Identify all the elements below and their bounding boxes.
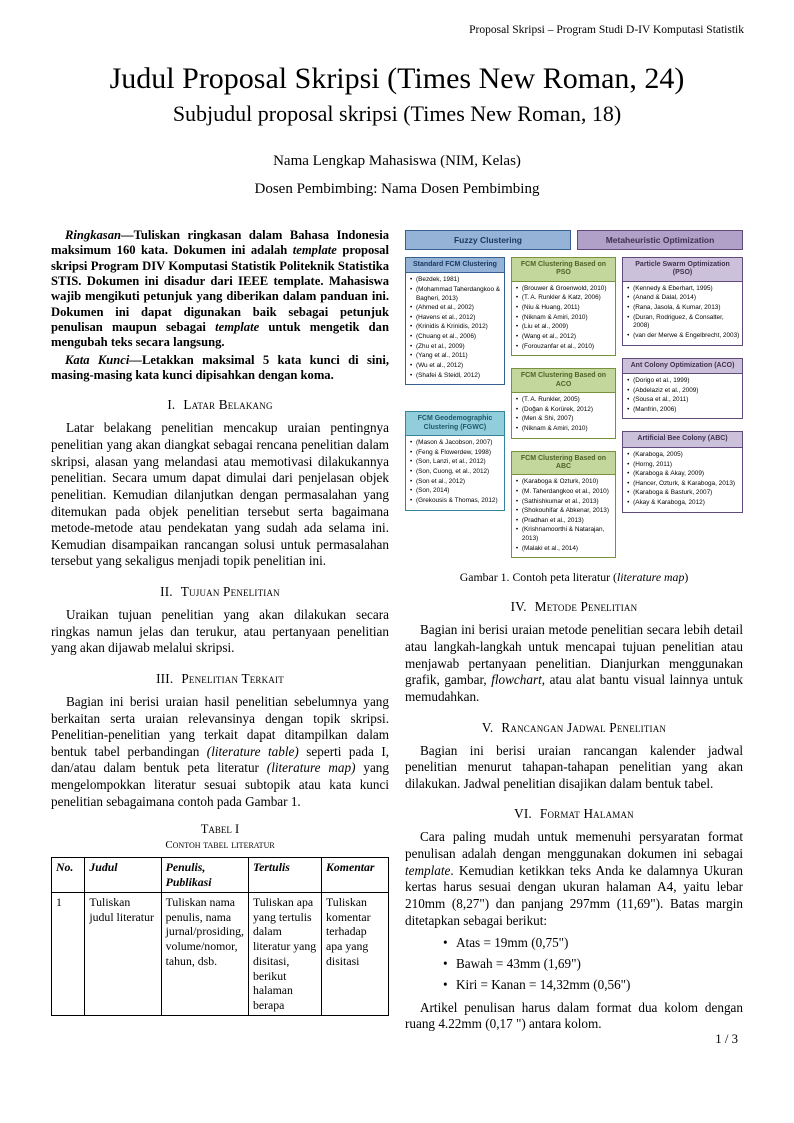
figure-group-headers [405, 230, 743, 250]
citation-item: • (Son, Lanzi, et al., 2012) [409, 458, 502, 467]
table-header-judul: Judul [85, 858, 161, 892]
citation-item: • (van der Merwe & Engelbrecht, 2003) [626, 332, 740, 341]
two-column-body [51, 228, 743, 1035]
section-number: I. [167, 397, 176, 413]
citation-item: • (Karaboga, 2005) [626, 451, 740, 460]
left-column [51, 228, 389, 1035]
citation-item: • (Karaboga & Basturk, 2007) [626, 489, 740, 498]
section-heading-3 [51, 671, 389, 687]
figure-literature-map [405, 230, 743, 559]
table-cell-judul: Tuliskan judul literatur [85, 892, 161, 1015]
list-item: • Kiri = Kanan = 14,32mm (0,56") [443, 976, 743, 993]
section-6-closing-paragraph: Artikel penulisan harus dalam format dua kolom dengan ruang 4.22mm (0,17 ") antara kolom. [405, 999, 743, 1032]
citation-item: • (Grekousis & Thomas, 2012) [409, 497, 502, 506]
section-5-paragraph: Bagian ini berisi uraian rancangan kalender jadwal penelitian menurut tahapan-tahapan penelitian yang akan dilakukan. Jadwal penelitian disajikan dalam bentuk tabel. [405, 742, 743, 791]
citation-item: • (M. Taherdangkoo et al., 2010) [515, 488, 613, 497]
section-number: IV. [510, 599, 527, 615]
section-heading-1 [51, 397, 389, 413]
section-2-paragraph: Uraikan tujuan penelitian yang akan dilakukan secara ringkas namun jelas dan terukur, atau pertanyaan penelitian yang akan dijawab melalui skripsi. [51, 607, 389, 656]
right-column [405, 228, 743, 1035]
table-caption [51, 822, 389, 851]
citation-item: • (Akay & Karaboga, 2012) [626, 499, 740, 508]
section-title: Latar Belakang [183, 397, 273, 413]
citation-item: • (Son, 2014) [409, 487, 502, 496]
citation-item: • (Shokouhifar & Abkenar, 2013) [515, 507, 613, 516]
citation-item: • (Karaboga & Akay, 2009) [626, 470, 740, 479]
citation-item: • (Sathishkumar et al., 2013) [515, 498, 613, 507]
keywords-paragraph [51, 353, 389, 384]
citation-item: • (T. A. Runkler & Katz, 2006) [515, 294, 613, 303]
text-segment: literature map [616, 570, 685, 585]
table-header-tertulis: Tertulis [248, 858, 321, 892]
group-header-metaheuristic-optimization: Metaheuristic Optimization [577, 230, 743, 250]
citation-item: • (Brouwer & Groenwold, 2010) [515, 285, 613, 294]
citation-item: • (Pradhan et al., 2013) [515, 517, 613, 526]
section-title: Tujuan Penelitian [180, 584, 280, 600]
citation-item: • (Mohammad Taherdangkoo & Bagheri, 2013) [409, 286, 502, 303]
section-heading-2 [51, 584, 389, 600]
section-4-paragraph [405, 622, 743, 705]
citation-item: • (Bezdek, 1981) [409, 276, 502, 285]
citation-item: • (Niknam & Amiri, 2010) [515, 425, 613, 434]
box-fcm-clustering-based-on-aco [511, 368, 616, 438]
box-title: FCM Clustering Based on ACO [512, 369, 615, 393]
box-citations [406, 436, 504, 509]
section-6-paragraph [405, 829, 743, 929]
box-title: Artificial Bee Colony (ABC) [623, 432, 742, 447]
citation-item: • (Son, Cuong, et al., 2012) [409, 468, 502, 477]
box-ant-colony-optimization [622, 358, 743, 420]
box-title: Particle Swarm Optimization (PSO) [623, 258, 742, 282]
box-title: FCM Geodemographic Clustering (FGWC) [406, 412, 504, 436]
citation-item: • (Karaboga & Ozturk, 2010) [515, 478, 613, 487]
citation-item: • (Anand & Dalal, 2014) [626, 294, 740, 303]
citation-item: • (Liu et al., 2009) [515, 323, 613, 332]
citation-item: • (Abdelaziz et al., 2009) [626, 387, 740, 396]
citation-item: • (Chuang et al., 2006) [409, 333, 502, 342]
box-title: Ant Colony Optimization (ACO) [623, 359, 742, 374]
citation-item: • (Krinidis & Krinidis, 2012) [409, 323, 502, 332]
section-title: Rancangan Jadwal Penelitian [501, 719, 667, 735]
text-segment: (literature table) [206, 743, 299, 759]
section-heading-4 [405, 599, 743, 615]
citation-item: • (Hancer, Ozturk, & Karaboga, 2013) [626, 480, 740, 489]
list-item: • Atas = 19mm (0,75") [443, 934, 743, 951]
citation-item: • (Dorigo et al., 1999) [626, 377, 740, 386]
citation-item: • (Kennedy & Eberhart, 1995) [626, 285, 740, 294]
citation-item: • (T. A. Runkler, 2005) [515, 396, 613, 405]
table-caption-title: Contoh tabel literatur [165, 839, 275, 852]
table-header-penulis-publikasi: Penulis, Publikasi [161, 858, 248, 892]
text-segment: Cara paling mudah untuk memenuhi persyaratan format penulisan adalah dengan menggunakan dokumen ini sebagai [405, 829, 743, 862]
running-head: Proposal Skripsi – Program Studi D-IV Komputasi Statistik [469, 24, 744, 36]
box-citations [623, 282, 742, 345]
text-segment: Ringkasan— [65, 227, 134, 242]
citation-item: • (Niu & Huang, 2011) [515, 304, 613, 313]
citation-item: • (Yang et al., 2011) [409, 352, 502, 361]
box-citations [512, 475, 615, 557]
text-segment: proposal skripsi Program DIV Komputasi Statistik Politeknik Statistika STIS. Dokumen ini disadur dari IEEE template. Mahasiswa wajib mengikuti petunjuk yang diberikan dalam panduan ini. Dokumen ini dapat digunakan baik sebagai petunjuk penulisan maupun sebagai [51, 243, 389, 335]
text-segment: ) [684, 570, 689, 585]
section-title: Metode Penelitian [534, 599, 638, 615]
text-segment: Kata Kunci— [65, 352, 142, 367]
table-cell-komentar: Tuliskan komentar terhadap apa yang disitasi [322, 892, 389, 1015]
citation-item: • (Horng, 2011) [626, 461, 740, 470]
citation-item: • (Rana, Jasola, & Kumar, 2013) [626, 304, 740, 313]
box-citations [623, 448, 742, 512]
box-artificial-bee-colony [622, 431, 743, 512]
citation-item: • (Havens et al., 2012) [409, 314, 502, 323]
section-3-paragraph [51, 694, 389, 810]
box-citations [512, 393, 615, 438]
list-item: • Bawah = 43mm (1,69") [443, 955, 743, 972]
box-title: FCM Clustering Based on PSO [512, 258, 615, 282]
text-segment: Gambar 1. Contoh peta literatur ( [459, 570, 617, 585]
figure-column-hybrids [511, 257, 616, 559]
box-standard-fcm-clustering [405, 257, 505, 385]
section-heading-5 [405, 720, 743, 736]
text-segment: seperti pada I, dan/atau dalam bentuk peta literatur [51, 743, 390, 776]
table-header-row [52, 858, 389, 892]
page-subtitle: Subjudul proposal skripsi (Times New Roman, 18) [172, 100, 622, 126]
table-cell-penulis-publikasi: Tuliskan nama penulis, nama jurnal/prosiding, volume/nomor, tahun, dsb. [161, 892, 248, 1015]
section-number: III. [156, 670, 174, 686]
section-title: Format Halaman [539, 806, 634, 822]
margin-bullet-list [443, 934, 743, 993]
table-cell-tertulis: Tuliskan apa yang tertulis dalam literatur yang disitasi, berikut halaman berapa [248, 892, 321, 1015]
table-caption-number: Tabel I [200, 822, 240, 837]
text-segment: (literature map) [266, 760, 356, 776]
literature-table [51, 857, 389, 1015]
citation-item: • (Niknam & Amiri, 2010) [515, 314, 613, 323]
page-title: Judul Proposal Skripsi (Times New Roman, 24) [109, 62, 685, 95]
citation-item: • (Son et al., 2012) [409, 478, 502, 487]
text-segment: Bagian ini berisi uraian hasil penelitian sebelumnya yang berkaitan serta uraian relevansinya dengan topik skripsi. Penelitian-penelitian yang terkait dapat ditampilkan dalam bentuk tabel perbandingan [51, 693, 389, 759]
text-segment: , atau alat bantu visual lainnya untuk memudahkan. [405, 672, 743, 704]
text-segment: flowchart [491, 672, 542, 688]
group-header-fuzzy-clustering: Fuzzy Clustering [405, 230, 571, 250]
citation-item: • (Manfrin, 2006) [626, 406, 740, 415]
figure-caption [405, 570, 743, 585]
citation-item: • (Sousa et al., 2011) [626, 396, 740, 405]
page-number: 1 / 3 [715, 1032, 738, 1046]
text-segment: Tuliskan ringkasan dalam Bahasa Indonesia maksimum 160 kata. Dokumen ini adalah [51, 227, 389, 258]
table-header-komentar: Komentar [322, 858, 389, 892]
text-segment: template [292, 243, 337, 258]
section-number: II. [160, 584, 173, 600]
section-heading-6 [405, 806, 743, 822]
citation-item: • (Duran, Rodriguez, & Consalter, 2008) [626, 314, 740, 331]
section-number: VI. [514, 806, 532, 822]
box-fcm-clustering-based-on-abc [511, 451, 616, 559]
citation-item: • (Doğan & Korürek, 2012) [515, 406, 613, 415]
box-title: Standard FCM Clustering [406, 258, 504, 273]
citation-item: • (Krishnamoorthi & Natarajan, 2013) [515, 526, 613, 543]
table-row [52, 892, 389, 1015]
table-header-no: No. [52, 858, 85, 892]
text-segment: template [215, 320, 260, 335]
citation-item: • (Wang et al., 2012) [515, 333, 613, 342]
box-particle-swarm-optimization [622, 257, 743, 346]
figure-column-fuzzy [405, 257, 505, 511]
text-segment: yang mengelompokkan literatur sesuai subtopik atau kata kunci penelitian sebagaimana contoh pada Gambar 1. [51, 760, 389, 809]
table-cell-no: 1 [52, 892, 85, 1015]
abstract-paragraph [51, 228, 389, 351]
section-1-paragraph: Latar belakang penelitian mencakup uraian pentingnya penelitian yang akan diangkat sebagai rencana penelitian dalam skripsi, alasan yang melandasi atau memotivasi dilakukannya penelitian. Secara umum dapat dimulai dari penjelasan objek penelitian. Kemudian dilanjutkan dengan permasalahan yang ditemukan pada objek penelitian tersebut serta bagaimana metode-metode atau pendekatan yang sudah ada selama ini. Kemudian disampaikan rancangan solusi untuk permasalahan tersebut yang sekaligus menjadi topik penelitian ini. [51, 420, 389, 569]
citation-item: • (Malaki et al., 2014) [515, 545, 613, 554]
box-citations [512, 282, 615, 355]
figure-column-metaheuristics [622, 257, 743, 513]
text-segment: template [405, 862, 451, 878]
citation-item: • (Wu et al., 2012) [409, 362, 502, 371]
text-segment: Bagian ini berisi uraian metode penelitian secara lebih detail atau langkah-langkah untuk mencapai tujuan penelitian atau menjawab pertanyaan penelitian. Dianjurkan menggunakan grafik, gambar, [405, 622, 743, 688]
section-number: V. [481, 719, 494, 735]
citation-item: • (Feng & Flowerdew, 1998) [409, 449, 502, 458]
box-citations [623, 374, 742, 419]
box-title: FCM Clustering Based on ABC [512, 452, 615, 476]
text-segment: Letakkan maksimal 5 kata kunci di sini, masing-masing kata kunci dipisahkan dengan koma. [51, 352, 390, 383]
box-citations [406, 273, 504, 384]
figure-columns [405, 257, 743, 559]
citation-item: • (Forouzanfar et al., 2010) [515, 343, 613, 352]
citation-item: • (Ahmed et al., 2002) [409, 304, 502, 313]
advisor-line: Dosen Pembimbing: Nama Dosen Pembimbing [254, 180, 540, 197]
citation-item: • (Mason & Jacobson, 2007) [409, 439, 502, 448]
citation-item: • (Men & Shi, 2007) [515, 415, 613, 424]
author-line: Nama Lengkap Mahasiswa (NIM, Kelas) [273, 152, 521, 169]
section-title: Penelitian Terkait [181, 670, 284, 686]
citation-item: • (Shafei & Steidl, 2012) [409, 372, 502, 381]
citation-item: • (Zhu et al., 2009) [409, 343, 502, 352]
text-segment: . Kemudian ketikkan teks Anda ke dalamnya Ukuran kertas harus sesuai dengan ukuran halaman A4, yaitu lebar 210mm (8,27") dan panjang 297mm (11,69"). Batas margin ditetapkan sebagai berikut: [405, 862, 743, 928]
box-fcm-clustering-based-on-pso [511, 257, 616, 356]
box-fcm-geodemographic-clustering-fgwc [405, 411, 505, 510]
text-segment: untuk mengetik dan mengubah teks secara langsung. [51, 320, 389, 350]
